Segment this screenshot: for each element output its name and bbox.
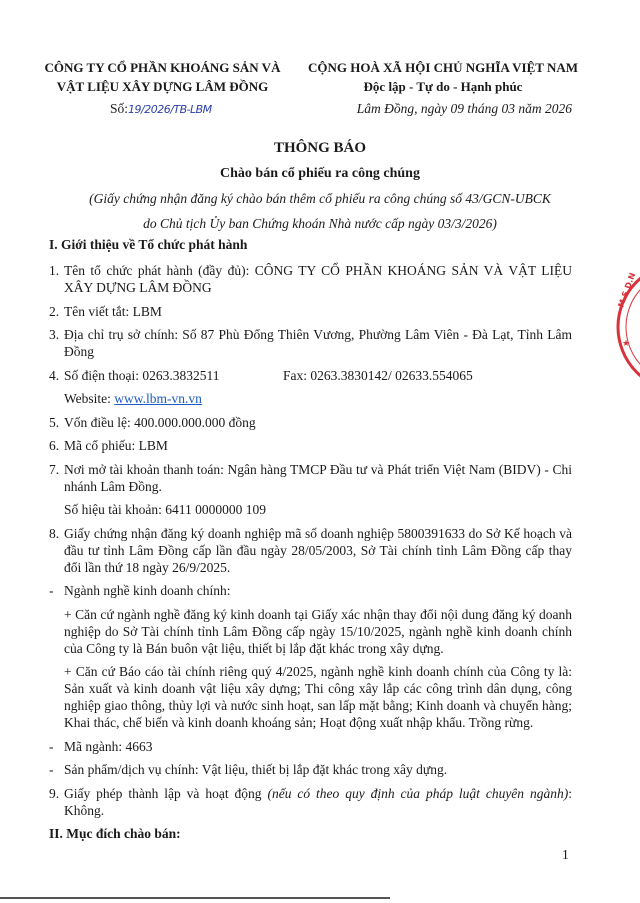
stock-code: Mã cổ phiếu: LBM — [64, 438, 168, 453]
document-title: THÔNG BÁO — [273, 140, 367, 156]
operating-license: Giấy phép thành lập và hoạt động (nếu có theo quy định của pháp luật chuyên ngành): Không. — [64, 785, 572, 818]
bullet-dash: - — [49, 738, 54, 754]
business-registration: Giấy chứng nhận đăng ký doanh nghiệp mã số doanh nghiệp 5800391633 do Sở Kế hoạch và đầu tư tỉnh Lâm Đồng cấp lần đầu ngày 28/05/2003, Sở Tài chính tỉnh Lâm Đồng cấp thay đổi lần thứ 18 ngày 26/9/2025. — [64, 525, 572, 575]
document-subtitle: Chào bán cổ phiếu ra công chúng — [220, 166, 420, 181]
item-number: 6. — [49, 438, 60, 453]
main-business-label: Ngành nghề kinh doanh chính: — [64, 583, 231, 598]
list-item — [49, 437, 572, 454]
national-motto: CỘNG HOÀ XÃ HỘI CHỦ NGHĨA VIỆT NAM Độc lập - Tự do - Hạnh phúc — [307, 60, 579, 94]
item-number: 3. — [49, 327, 60, 342]
list-item — [49, 582, 572, 599]
main-products: Sản phẩm/dịch vụ chính: Vật liệu, thiết bị lắp đặt khác trong xây dựng. — [64, 762, 448, 777]
certificate-note-line2: do Chủ tịch Ủy ban Chứng khoán Nhà nước cấp ngày 03/3/2026) — [143, 216, 497, 231]
list-item — [49, 367, 572, 384]
place-date: Lâm Đồng, ngày 09 tháng 03 năm 2026 — [356, 101, 572, 116]
handwritten-number: 19/2026/TB-LBM — [128, 103, 212, 116]
item-number: 8. — [49, 525, 60, 541]
issuer-short-name: Tên viết tắt: LBM — [64, 303, 162, 319]
business-basis-1: + Căn cứ ngành nghề đăng ký kinh doanh tại Giấy xác nhận thay đổi nội dung đăng ký doanh nghiệp do Sở Tài chính tỉnh Lâm Đồng cấp ngày 15/10/2025, ngành nghề kinh doanh chính của Công ty là Bán buôn vật liệu, thiết bị lắp đặt khác trong xây dựng. — [64, 606, 572, 656]
item-number: 7. — [49, 461, 60, 477]
website-row: Website: www.lbm-vn.vn — [64, 391, 202, 406]
list-item — [49, 461, 572, 495]
list-item — [49, 262, 572, 296]
scan-edge — [0, 897, 390, 899]
item-number: 4. — [49, 367, 60, 383]
organization-name: CÔNG TY CỔ PHẦN KHOÁNG SẢN VÀ VẬT LIỆU XÂY DỰNG LÂM ĐỒNG — [44, 60, 281, 94]
section-2-heading: II. Mục đích chào bán: — [49, 826, 181, 841]
stamp-text: M.S.D.N — [616, 271, 638, 309]
phone-number: Số điện thoại: 0263.3832511 — [64, 367, 220, 383]
document-number: Số:19/2026/TB-LBM — [110, 101, 212, 116]
business-basis-2: + Căn cứ Báo cáo tài chính riêng quý 4/2025, ngành nghề kinh doanh chính của Công ty là: Sản xuất và kinh doanh vật liệu xây dựng; Thi công xây lắp các công trình dân dụng, công nghiệp giao thông, thủy lợi và nước sinh hoạt, san lấp mặt bằng; Kinh doanh và chuyển hàng; Khai thác, chế biến và kinh doanh khoáng sản; Hoạt động xuất nhập khẩu. Trồng rừng. — [64, 664, 572, 730]
list-item — [49, 414, 572, 431]
list-item — [49, 761, 572, 778]
head-office-address: Địa chỉ trụ sở chính: Số 87 Phù Đổng Thiên Vương, Phường Lâm Viên - Đà Lạt, Tỉnh Lâm Đồng — [64, 327, 572, 359]
list-item — [49, 785, 572, 819]
list-item — [49, 525, 572, 576]
item-number: 5. — [49, 414, 60, 430]
list-item — [49, 738, 572, 755]
bullet-dash: - — [49, 583, 54, 598]
bank-account-location: Nơi mở tài khoản thanh toán: Ngân hàng TMCP Đầu tư và Phát triển Việt Nam (BIDV) - Chi nhánh Lâm Đồng. — [64, 461, 572, 494]
account-number: Số hiệu tài khoản: 6411 0000000 109 — [64, 502, 266, 517]
list-item — [49, 326, 572, 360]
item-number: 1. — [49, 263, 60, 278]
section-1-heading: I. Giới thiệu về Tổ chức phát hành — [49, 237, 248, 252]
list-item — [49, 303, 572, 320]
charter-capital: Vốn điều lệ: 400.000.000.000 đồng — [64, 414, 256, 430]
item-number: 2. — [49, 303, 60, 319]
document-body — [49, 262, 572, 842]
issuer-full-name: Tên tổ chức phát hành (đầy đủ): CÔNG TY CỔ PHẦN KHOÁNG SẢN VÀ VẬT LIỆU XÂY DỰNG LÂM ĐỒNG — [64, 263, 572, 295]
certificate-note-line1: (Giấy chứng nhận đăng ký chào bán thêm cổ phiếu ra công chúng số 43/GCN-UBCK — [89, 191, 551, 206]
bullet-dash: - — [49, 762, 54, 777]
company-stamp — [614, 260, 640, 395]
item-number: 9. — [49, 785, 60, 801]
industry-code: Mã ngành: 4663 — [64, 738, 153, 754]
fax-number: Fax: 0263.3830142/ 02633.554065 — [283, 367, 473, 383]
website-link[interactable]: www.lbm-vn.vn — [114, 391, 202, 406]
page-number: 1 — [562, 847, 569, 862]
star-icon: ★ — [622, 339, 631, 349]
